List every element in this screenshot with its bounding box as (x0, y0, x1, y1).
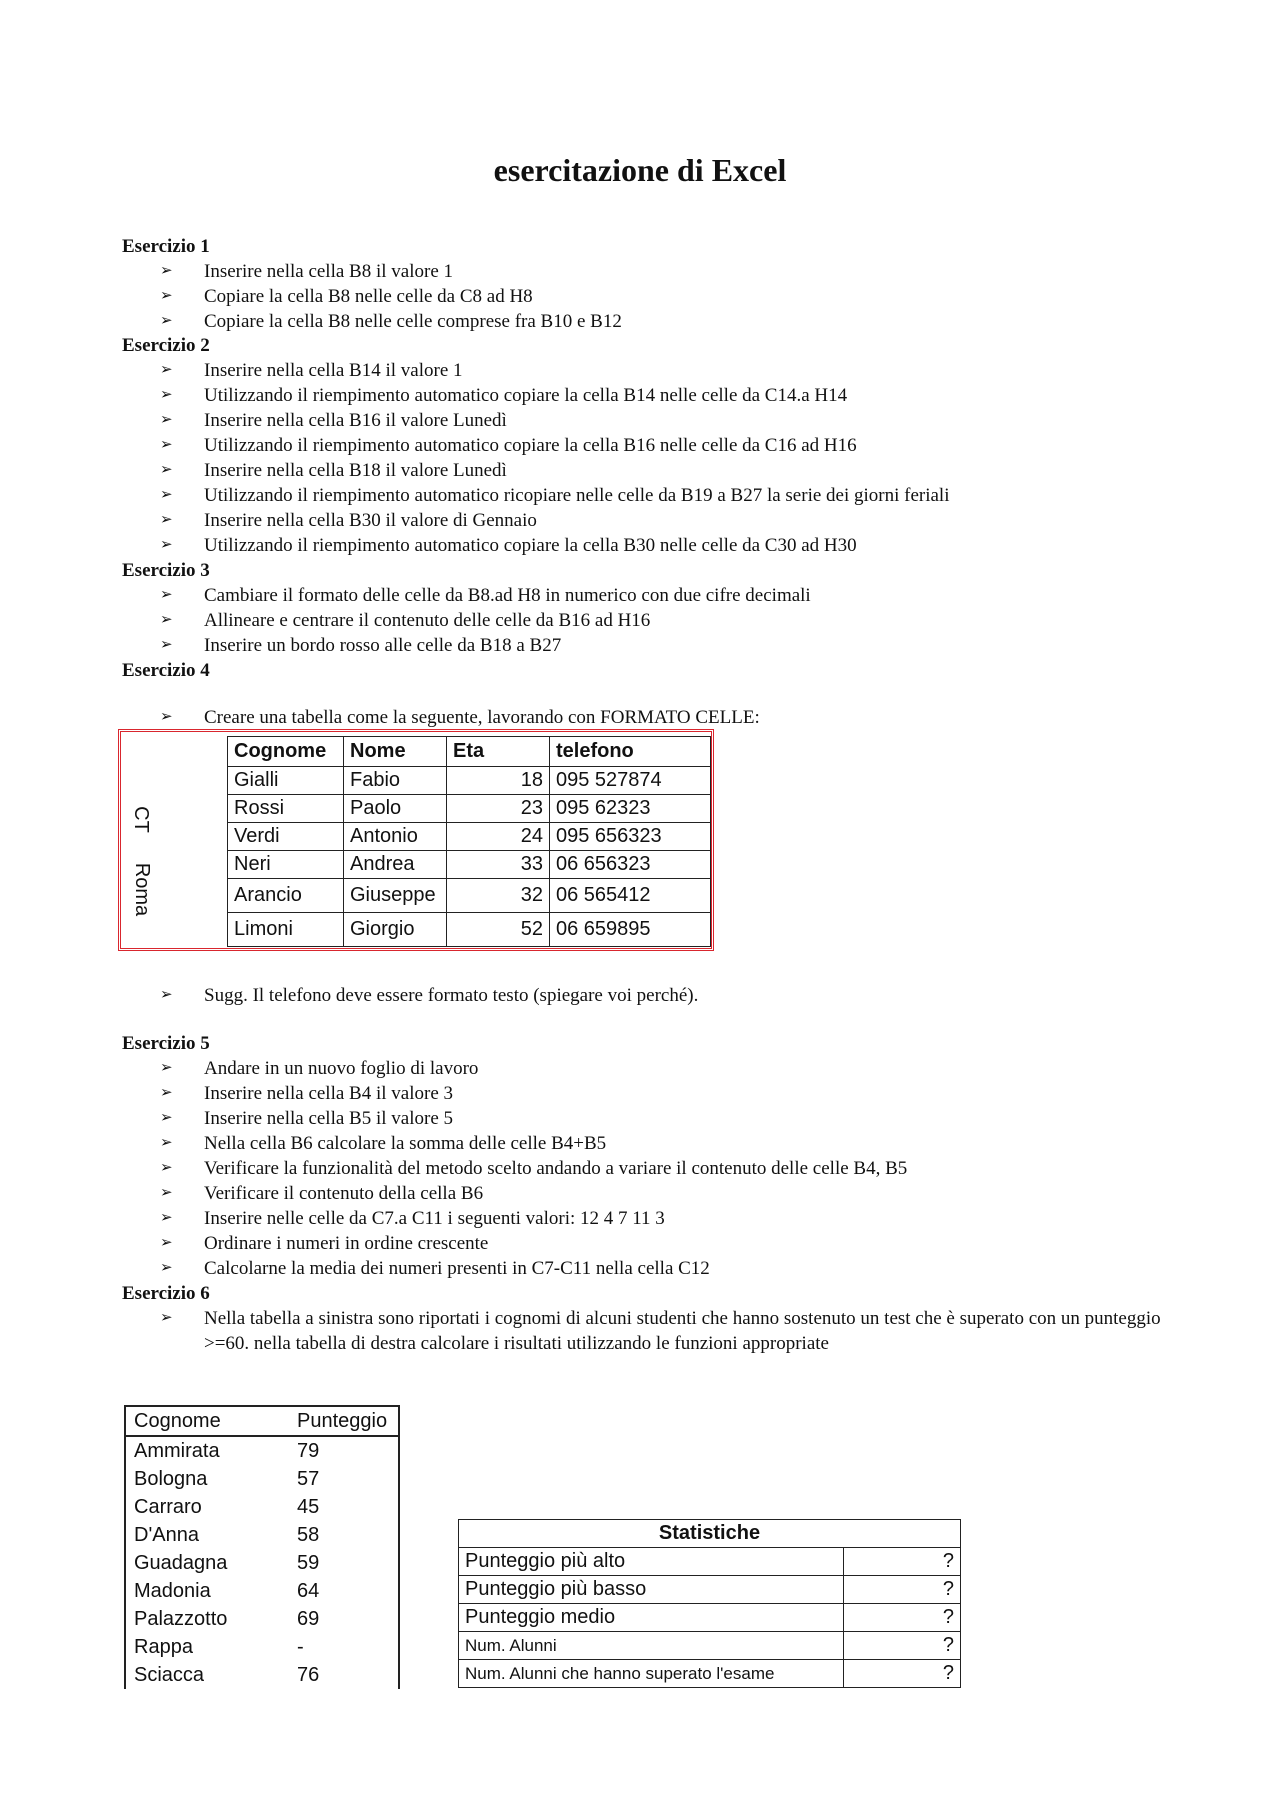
cell: 64 (297, 1579, 320, 1602)
table-row (125, 1549, 399, 1577)
list-item: ➢ Calcolarne la media dei numeri presenti in C7-C11 nella cella C12 (160, 1258, 710, 1279)
cell: 76 (297, 1663, 320, 1686)
list-item: ➢ Nella cella B6 calcolare la somma delle celle B4+B5 (160, 1133, 607, 1154)
cell: ? (844, 1548, 961, 1576)
list-item: ➢ Utilizzando il riempimento automatico copiare la cella B30 nelle celle da C30 ad H30 (160, 535, 857, 556)
cell: Arancio (228, 879, 344, 913)
cell: 33 (447, 851, 550, 879)
table-row (459, 1604, 961, 1632)
list-item: ➢ Inserire nella cella B8 il valore 1 (160, 261, 454, 282)
cell: ? (844, 1604, 961, 1632)
cell: Bologna (134, 1467, 208, 1490)
section-6-list (0, 1306, 1174, 1356)
section-heading-1: Esercizio 1 (122, 236, 210, 257)
section-heading-4: Esercizio 4 (122, 660, 210, 681)
cell: ? (844, 1576, 961, 1604)
table-row (125, 1521, 399, 1549)
table-row (125, 1661, 399, 1689)
bullet-arrow-icon: ➢ (160, 437, 173, 453)
cell: 79 (297, 1439, 320, 1462)
page-title: esercitazione di Excel (493, 152, 787, 188)
list-item: ➢ Verificare il contenuto della cella B6 (160, 1183, 484, 1204)
list-item: ➢ Sugg. Il telefono deve essere formato testo (spiegare voi perché). (160, 985, 699, 1006)
cell: 06 656323 (550, 851, 711, 879)
table-row (125, 1493, 399, 1521)
section-5-list (0, 1056, 907, 1281)
bullet-arrow-icon: ➢ (160, 512, 173, 528)
bullet-arrow-icon: ➢ (160, 412, 173, 428)
bullet-arrow-icon: ➢ (160, 1210, 173, 1226)
list-item: ➢ Andare in un nuovo foglio di lavoro (160, 1058, 479, 1079)
bullet-arrow-icon: ➢ (160, 1235, 173, 1251)
scores-table (124, 1405, 400, 1689)
cell: Num. Alunni (459, 1632, 844, 1660)
list-item: ➢ Inserire nella cella B16 il valore Lunedì (160, 410, 507, 431)
list-item: ➢ Inserire nelle celle da C7.a C11 i seguenti valori: 12 4 7 11 3 (160, 1208, 665, 1229)
section-2-list (0, 358, 949, 558)
table-row (125, 1633, 399, 1661)
table-row (459, 1660, 961, 1688)
list-item: ➢ Nella tabella a sinistra sono riportati i cognomi di alcuni studenti che hanno sostenuto un test che è superato con un punteggio >=60. nella tabella di destra calcolare i risultati utilizzando le funzioni appropriate (160, 1308, 1161, 1354)
list-item: ➢ Inserire nella cella B14 il valore 1 (160, 360, 463, 381)
cell: Giorgio (344, 913, 447, 947)
column-header: telefono (550, 737, 711, 767)
list-item: ➢ Allineare e centrare il contenuto delle celle da B16 ad H16 (160, 610, 651, 631)
excel-table-red-border (118, 729, 714, 951)
cell: Sciacca (134, 1663, 205, 1686)
bullet-arrow-icon: ➢ (160, 1085, 173, 1101)
bullet-arrow-icon: ➢ (160, 1135, 173, 1151)
list-item: ➢ Verificare la funzionalità del metodo scelto andando a variare il contenuto delle celle B4, B5 (160, 1158, 908, 1179)
list-item: ➢ Inserire nella cella B30 il valore di Gennaio (160, 510, 537, 531)
cell: Andrea (344, 851, 447, 879)
cell: 23 (447, 795, 550, 823)
bullet-arrow-icon: ➢ (160, 637, 173, 653)
cell: 45 (297, 1495, 320, 1518)
cell: 06 565412 (550, 879, 711, 913)
bullet-arrow-icon: ➢ (160, 1185, 173, 1201)
cell: Limoni (228, 913, 344, 947)
cell: Madonia (134, 1579, 211, 1602)
side-label-roma: Roma (131, 862, 154, 917)
cell: Rappa (134, 1635, 193, 1658)
cell: Neri (228, 851, 344, 879)
list-item: ➢ Copiare la cella B8 nelle celle comprese fra B10 e B12 (160, 311, 622, 332)
bullet-arrow-icon: ➢ (160, 1260, 173, 1276)
table-row (125, 1465, 399, 1493)
cell: Ammirata (134, 1439, 220, 1462)
table-side-labels (125, 736, 229, 944)
table-row (459, 1632, 961, 1660)
table-row (125, 1436, 399, 1465)
table-row (228, 851, 711, 879)
table-header-row (459, 1520, 961, 1548)
cell: 32 (447, 879, 550, 913)
bullet-arrow-icon: ➢ (160, 1310, 173, 1326)
cell: Punteggio più basso (459, 1576, 844, 1604)
cell: Punteggio medio (459, 1604, 844, 1632)
list-item: ➢ Utilizzando il riempimento automatico copiare la cella B14 nelle celle da C14.a H14 (160, 385, 848, 406)
list-item: ➢ Creare una tabella come la seguente, lavorando con FORMATO CELLE: (160, 707, 760, 728)
table-header-row (125, 1406, 399, 1436)
column-header: Cognome (125, 1406, 289, 1436)
cell: 095 62323 (550, 795, 711, 823)
contacts-table (227, 736, 711, 947)
bullet-arrow-icon: ➢ (160, 313, 173, 329)
section-heading-3: Esercizio 3 (122, 560, 210, 581)
table-row (228, 823, 711, 851)
column-header: Eta (447, 737, 550, 767)
list-item: ➢ Inserire un bordo rosso alle celle da B18 a B27 (160, 635, 562, 656)
bullet-arrow-icon: ➢ (160, 537, 173, 553)
column-header: Cognome (228, 737, 344, 767)
table-row (459, 1576, 961, 1604)
cell: 59 (297, 1551, 320, 1574)
bullet-arrow-icon: ➢ (160, 1160, 173, 1176)
table-row (125, 1605, 399, 1633)
table-row (228, 795, 711, 823)
list-item: ➢ Cambiare il formato delle celle da B8.ad H8 in numerico con due cifre decimali (160, 585, 811, 606)
section-4-list-b (0, 983, 698, 1008)
bullet-arrow-icon: ➢ (160, 587, 173, 603)
cell: Paolo (344, 795, 447, 823)
cell: 06 659895 (550, 913, 711, 947)
bullet-arrow-icon: ➢ (160, 709, 173, 725)
table-row (228, 879, 711, 913)
column-header: Punteggio (289, 1406, 399, 1436)
cell: 58 (297, 1523, 320, 1546)
cell: 24 (447, 823, 550, 851)
section-heading-6: Esercizio 6 (122, 1283, 210, 1304)
bullet-arrow-icon: ➢ (160, 1110, 173, 1126)
cell: D'Anna (134, 1523, 199, 1546)
table-row (228, 913, 711, 947)
cell: ? (844, 1632, 961, 1660)
bullet-arrow-icon: ➢ (160, 612, 173, 628)
column-header: Nome (344, 737, 447, 767)
cell: Carraro (134, 1495, 202, 1518)
bullet-arrow-icon: ➢ (160, 1060, 173, 1076)
list-item: ➢ Inserire nella cella B4 il valore 3 (160, 1083, 454, 1104)
list-item: ➢ Inserire nella cella B5 il valore 5 (160, 1108, 454, 1129)
cell: Verdi (228, 823, 344, 851)
table-header-row (228, 737, 711, 767)
section-heading-2: Esercizio 2 (122, 335, 210, 356)
cell: ? (844, 1660, 961, 1688)
side-label-ct: CT (129, 806, 152, 833)
cell: - (297, 1635, 304, 1658)
bullet-arrow-icon: ➢ (160, 462, 173, 478)
bullet-arrow-icon: ➢ (160, 987, 173, 1003)
list-item: ➢ Ordinare i numeri in ordine crescente (160, 1233, 489, 1254)
cell: Punteggio più alto (459, 1548, 844, 1576)
cell: Num. Alunni che hanno superato l'esame (459, 1660, 844, 1688)
bullet-arrow-icon: ➢ (160, 387, 173, 403)
section-1-list (0, 259, 622, 334)
cell: Gialli (228, 767, 344, 795)
list-item: ➢ Inserire nella cella B18 il valore Lunedì (160, 460, 507, 481)
list-item: ➢ Copiare la cella B8 nelle celle da C8 ad H8 (160, 286, 533, 307)
cell: Guadagna (134, 1551, 228, 1574)
table-row (459, 1548, 961, 1576)
statistics-title: Statistiche (459, 1520, 961, 1548)
section-3-list (0, 583, 811, 658)
bullet-arrow-icon: ➢ (160, 487, 173, 503)
section-heading-5: Esercizio 5 (122, 1033, 210, 1054)
cell: 18 (447, 767, 550, 795)
cell: Antonio (344, 823, 447, 851)
table-row (125, 1577, 399, 1605)
section-4-list-a (0, 705, 760, 730)
cell: Giuseppe (344, 879, 447, 913)
statistics-table (458, 1519, 961, 1688)
cell: 52 (447, 913, 550, 947)
list-item: ➢ Utilizzando il riempimento automatico ricopiare nelle celle da B19 a B27 la serie dei giorni feriali (160, 485, 950, 506)
cell: Palazzotto (134, 1607, 228, 1630)
cell: 69 (297, 1607, 320, 1630)
bullet-arrow-icon: ➢ (160, 263, 173, 279)
cell: 095 656323 (550, 823, 711, 851)
cell: Fabio (344, 767, 447, 795)
list-item: ➢ Utilizzando il riempimento automatico copiare la cella B16 nelle celle da C16 ad H16 (160, 435, 857, 456)
cell: 57 (297, 1467, 320, 1490)
cell: 095 527874 (550, 767, 711, 795)
cell: Rossi (228, 795, 344, 823)
bullet-arrow-icon: ➢ (160, 288, 173, 304)
bullet-arrow-icon: ➢ (160, 362, 173, 378)
table-row (228, 767, 711, 795)
